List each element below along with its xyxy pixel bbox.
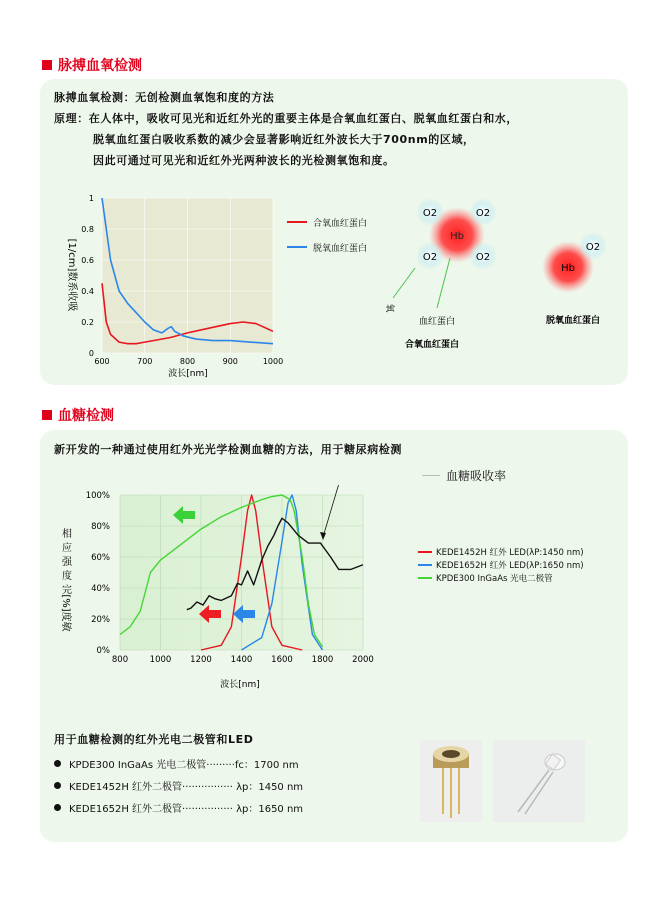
- x-tick-label: 1600: [271, 655, 293, 665]
- principle-line-1: 原理：在人体中，吸收可见光和近红外光的重要主体是合氧血红蛋白、脱氧血红蛋白和水，: [54, 112, 518, 125]
- photodiode-photo: [420, 740, 482, 822]
- legend-item-kede1652h: [418, 558, 584, 571]
- x-tick-label: 600: [94, 357, 110, 366]
- legend-swatch-blue: [287, 246, 307, 248]
- blood-glucose-subtitle: 新开发的一种通过使用红外光光学检测血糖的方法，用于糖尿病检测: [54, 443, 402, 456]
- section-title-pulse-oximetry: [42, 55, 142, 75]
- chart2-ylabel-5: 完: [62, 585, 72, 596]
- label-oxyhemoglobin: 合氧血红蛋白: [404, 340, 460, 350]
- x-tick-label: 1200: [190, 655, 212, 665]
- legend-swatch-red: [287, 221, 307, 223]
- annotation-dash: [422, 475, 440, 476]
- x-tick-label: 1800: [311, 655, 334, 665]
- label-deoxyhemoglobin: 脱氧血红蛋白: [545, 316, 601, 326]
- x-tick-label: 900: [222, 357, 238, 366]
- y-tick-label: 0.8: [81, 225, 94, 234]
- chart2-ylabel-4: 度: [62, 571, 72, 582]
- y-tick-label: 0.2: [81, 318, 94, 327]
- glucose-sensitivity-chart: [55, 485, 375, 695]
- glucose-absorption-annotation: [422, 467, 506, 484]
- x-tick-label: 1000: [149, 655, 172, 665]
- chart2-ylabel-rest: [%]度敏: [60, 594, 71, 632]
- y-tick-label: 60%: [91, 553, 110, 563]
- x-tick-label: 800: [111, 655, 129, 665]
- product-text: KEDE1452H 红外二极管················ λp：1450 nm: [69, 781, 304, 793]
- product-text: KEDE1652H 红外二极管················ λp：1650 nm: [69, 803, 304, 815]
- legend-label: KEDE1652H 红外 LED(λP:1650 nm): [436, 560, 584, 571]
- chart1-legend: [287, 212, 367, 257]
- chart2-ylabel-2: 应: [62, 543, 72, 554]
- bullet-icon: [54, 760, 61, 767]
- chart2-ylabel-3: 强: [62, 557, 72, 568]
- red-square-icon: [42, 410, 52, 420]
- y-tick-label: 20%: [91, 615, 110, 625]
- o2-label: O2: [585, 242, 601, 253]
- product-item: [54, 752, 303, 774]
- hb-label: Hb: [561, 263, 575, 274]
- legend-label: KPDE300 InGaAs 光电二极管: [436, 573, 553, 584]
- y-tick-label: 0: [88, 349, 94, 358]
- product-text: KPDE300 InGaAs 光电二极管·········fc：1700 nm: [69, 759, 299, 771]
- pulse-oximetry-subtitle: 脉搏血氧检测：无创检测血氧饱和度的方法: [54, 91, 275, 104]
- absorption-coefficient-chart: [55, 190, 295, 380]
- legend-swatch-red: [418, 551, 432, 553]
- y-tick-label: 80%: [91, 522, 110, 532]
- legend-swatch-green: [418, 577, 432, 579]
- y-tick-label: 1: [88, 194, 94, 203]
- pointer-line-oxygen: [393, 268, 415, 298]
- principle-line-3: 因此可通过可见光和近红外光两种波长的光检测氧饱和度。: [93, 154, 395, 167]
- legend-swatch-blue: [418, 564, 432, 566]
- product-item: [54, 796, 303, 818]
- y-tick-label: 0.6: [81, 256, 94, 265]
- legend-item-deoxyhb: [287, 237, 367, 257]
- product-list: [54, 752, 303, 818]
- red-square-icon: [42, 60, 52, 70]
- o2-label: O2: [475, 252, 491, 263]
- o2-label: O2: [422, 252, 438, 263]
- legend-label: 脱氧血红蛋白: [313, 243, 368, 254]
- y-tick-label: 100%: [85, 491, 110, 501]
- hb-label: Hb: [450, 231, 464, 242]
- bullet-icon: [54, 804, 61, 811]
- y-tick-label: 0%: [96, 646, 110, 656]
- product-item: [54, 774, 303, 796]
- hemoglobin-diagram: [375, 190, 625, 355]
- annotation-text: 血糖吸收率: [446, 469, 507, 483]
- legend-label: 合氧血红蛋白: [313, 218, 368, 229]
- o2-label: O2: [475, 208, 491, 219]
- x-tick-label: 2000: [352, 655, 374, 665]
- section-title-text: 脉搏血氧检测: [58, 58, 142, 74]
- chart1-xlabel: 波长[nm]: [168, 369, 208, 379]
- o2-label: O2: [422, 208, 438, 219]
- y-tick-label: 0.4: [81, 287, 94, 296]
- legend-label: KEDE1452H 红外 LED(λP:1450 nm): [436, 547, 584, 558]
- bullet-icon: [54, 782, 61, 789]
- legend-item-kpde300: [418, 571, 584, 584]
- chart2-legend: [418, 545, 584, 584]
- section-title-text: 血糖检测: [58, 408, 114, 424]
- led-photo: [493, 740, 585, 822]
- chart2-xlabel: 波长[nm]: [220, 680, 260, 690]
- label-oxygen: 氧: [384, 303, 394, 313]
- y-tick-label: 40%: [91, 584, 110, 594]
- chart1-ylabel: [1/cm]数系收吸: [66, 238, 77, 312]
- label-hemoglobin: 血红蛋白: [418, 317, 456, 327]
- x-tick-label: 1400: [230, 655, 253, 665]
- chart2-ylabel-1: 相: [62, 529, 72, 540]
- products-title: 用于血糖检测的红外光电二极管和LED: [54, 733, 254, 746]
- x-tick-label: 800: [179, 357, 196, 366]
- x-tick-label: 1000: [262, 357, 284, 366]
- x-tick-label: 700: [137, 357, 153, 366]
- led-image: [493, 740, 585, 822]
- legend-item-kede1452h: [418, 545, 584, 558]
- photodiode-image: [420, 740, 482, 822]
- principle-line-2: 脱氧血红蛋白吸收系数的减少会显著影响近红外波长大于700nm的区域，: [93, 133, 475, 146]
- section-title-blood-glucose: [42, 405, 114, 425]
- legend-item-oxyhb: [287, 212, 367, 232]
